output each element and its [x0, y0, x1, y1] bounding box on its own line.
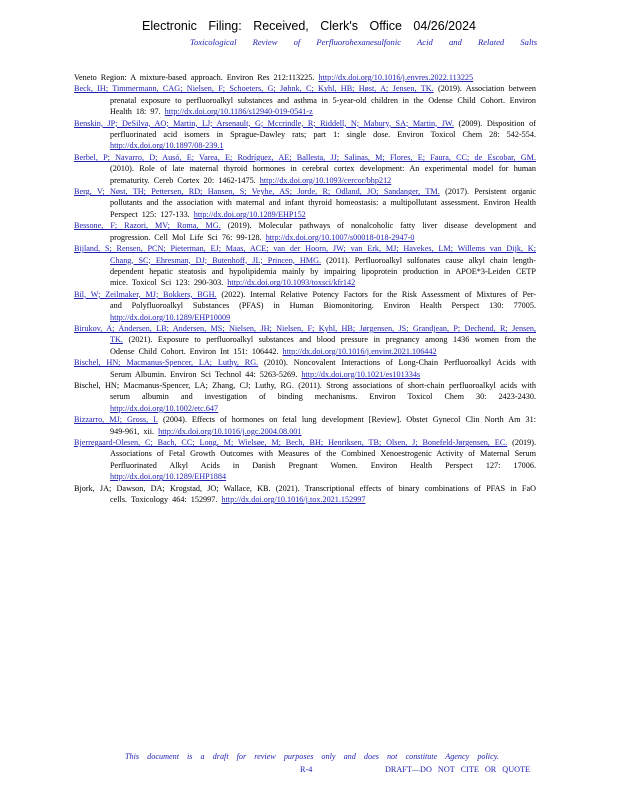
- reference-entry: [74, 118, 536, 152]
- reference-text: Bischel, HN; Macmanus-Spencer, LA; Zhang, CJ; Luthy, RG. (2011). Strong associations of short-chain perfluoroalkyl acids with serum albumin and investigation of binding mechanisms. Environ Toxicol Chem 30: 2423-2430.: [74, 380, 536, 402]
- reference-doi-link[interactable]: http://dx.doi.org/10.1289/EHP10009: [110, 312, 231, 322]
- reference-doi-link[interactable]: http://dx.doi.org/10.1016/j.envres.2022.113225: [318, 73, 474, 82]
- reference-text: (2009). Disposition of perfluorinated acid isomers in Sprague-Dawley rats; part 1: single dose. Environ Toxicol Chem 28: 542-554.: [110, 118, 536, 140]
- reference-text: (2021). Exposure to perfluoroalkyl substances and blood pressure in pregnancy among 1436 women from the Odense Child Cohort. Environ Int 151: 106442.: [110, 335, 536, 356]
- reference-entry: [74, 483, 536, 506]
- reference-doi-link[interactable]: http://dx.doi.org/10.1016/j.ogc.2004.08.001: [158, 426, 302, 436]
- reference-list: [74, 72, 536, 505]
- footer-disclaimer: This document is a draft for review purposes only and does not constitute Agency policy.: [125, 752, 499, 761]
- filing-stamp: Electronic Filing: Received, Clerk's Office 04/26/2024: [142, 19, 476, 33]
- reference-doi-link[interactable]: http://dx.doi.org/10.1093/toxsci/kfr142: [227, 278, 356, 288]
- reference-doi-link[interactable]: http://dx.doi.org/10.1016/j.envint.2021.106442: [282, 346, 437, 356]
- reference-entry: [74, 437, 536, 483]
- reference-text: (2019). Molecular pathways of nonalcoholic fatty liver disease development and progression. Cell Mol Life Sci 76: 99-128.: [110, 221, 536, 242]
- reference-authors[interactable]: Berg, V; Nøst, TH; Pettersen, RD; Hansen, S; Veyhe, AS; Jorde, R; Odland, JO; Sandanger, TM.: [74, 187, 440, 197]
- reference-text: Veneto Region: A mixture-based approach. Environ Res 212:113225.: [74, 73, 315, 82]
- reference-doi-link[interactable]: http://dx.doi.org/10.1897/08-239.1: [110, 141, 224, 151]
- reference-text: (2011). Perfluoroalkyl sulfonates cause alkyl chain length-dependent hepatic steatosis and hypolipidemia mainly by impairing lipoprotein production in APOE*3-Leiden CETP mice. Toxicol Sci 123: 290-303.: [110, 255, 536, 288]
- reference-text: (2019). Associations of Fetal Growth Outcomes with Measures of the Combined Xenoestrogenic Activity of Maternal Serum Perfluorinated Alkyl Acids in Danish Pregnant Women. Environ Health Perspect 127: 17006.: [110, 438, 537, 470]
- reference-text: Bjork, JA; Dawson, DA; Krogstad, JO; Wallace, KB. (2021). Transcriptional effects of binary combinations of PFAS in FaO cells. Toxicology 464: 152997.: [74, 483, 536, 505]
- reference-authors[interactable]: Bjerregaard-Olesen, C; Bach, CC; Long, M; Wielsøe, M; Bech, BH; Henriksen, TB; Olsen, J; Bonefeld-Jørgensen, EC.: [74, 438, 508, 447]
- reference-entry: [74, 220, 536, 243]
- reference-authors[interactable]: Bessone, F; Razori, MV; Roma, MG.: [74, 221, 221, 231]
- reference-doi-link[interactable]: http://dx.doi.org/10.1289/EHP1884: [110, 472, 227, 482]
- reference-authors[interactable]: Birukov, A; Andersen, LB; Andersen, MS; Nielsen, JH; Nielsen, F; Kyhl, HB; Jørgensen, JS; Grandjean, P; Dechend, R; Jensen, TK.: [74, 323, 536, 345]
- reference-authors[interactable]: Bil, W; Zeilmaker, MJ; Bokkers, BGH.: [74, 289, 217, 299]
- reference-doi-link[interactable]: http://dx.doi.org/10.1021/es101334s: [301, 369, 421, 379]
- reference-doi-link[interactable]: http://dx.doi.org/10.1289/EHP152: [193, 209, 306, 219]
- reference-authors[interactable]: Berbel, P; Navarro, D; Ausó, E; Varea, E; Rodríguez, AE; Ballesta, JJ; Salinas, M; Flores, E; Faura, CC; de Escobar, GM.: [74, 152, 536, 162]
- reference-entry: [74, 72, 536, 83]
- reference-text: (2010). Role of late maternal thyroid hormones in cerebral cortex development: An experimental model for human prematurity. Cereb Cortex 20: 1462-1475.: [110, 164, 536, 185]
- reference-doi-link[interactable]: http://dx.doi.org/10.1007/s00018-018-2947-0: [265, 232, 415, 242]
- reference-authors[interactable]: Beck, IH; Timmermann, CAG; Nielsen, F; Schoeters, G; Jøhnk, C; Kyhl, HB; Høst, A; Jensen, TK.: [74, 84, 434, 94]
- reference-entry: [74, 186, 536, 220]
- reference-text: (2010). Noncovalent Interactions of Long-Chain Perfluoroalkyl Acids with Serum Albumin. Environ Sci Technol 44: 5263-5269.: [110, 358, 536, 379]
- draft-notice: DRAFT—DO NOT CITE OR QUOTE: [385, 765, 531, 774]
- reference-authors[interactable]: Bischel, HN; Macmanus-Spencer, LA; Luthy, RG.: [74, 358, 259, 368]
- reference-text: (2004). Effects of hormones on fetal lung development [Review]. Obstet Gynecol Clin North Am 31: 949-961, xii.: [110, 415, 537, 436]
- reference-entry: [74, 357, 536, 380]
- reference-entry: [74, 380, 536, 414]
- reference-doi-link[interactable]: http://dx.doi.org/10.1186/s12940-019-0541-z: [164, 107, 313, 117]
- reference-authors[interactable]: Benskin, JP; DeSilva, AO; Martin, LJ; Arsenault, G; Mccrindle, R; Riddell, N; Mabury, SA; Martin, JW.: [74, 118, 454, 128]
- reference-entry: [74, 152, 536, 186]
- reference-text: (2019). Association between prenatal exposure to perfluoroalkyl substances and asthma in 5-year-old children in the Odense Child Cohort. Environ Health 18: 97.: [110, 84, 537, 117]
- reference-text: (2017). Persistent organic pollutants and the association with maternal and infant thyroid homeostasis: a multipollutant assessment. Environ Health Perspect 125: 127-133.: [110, 187, 536, 219]
- reference-entry: [74, 289, 536, 323]
- reference-entry: [74, 323, 536, 357]
- reference-authors[interactable]: Bijland, S; Rensen, PCN; Pieterman, EJ; Maas, ACE; van der Hoorn, JW; van Erk, MJ; Havekes, LM; Willems van Dijk, K; Chang, SC; Ehresman, DJ; Butenhoff, JL; Princen, HMG.: [74, 244, 536, 265]
- reference-authors[interactable]: Bizzarro, MJ; Gross, I.: [74, 415, 158, 425]
- reference-entry: [74, 414, 536, 437]
- page-number: R-4: [300, 765, 313, 774]
- reference-text: (2022). Internal Relative Potency Factors for the Risk Assessment of Mixtures of Per- and Polyfluoroalkyl Substances (PFAS) in Human Biomonitoring. Environ Health Perspect 130: 77005.: [110, 289, 536, 311]
- reference-entry: [74, 83, 536, 117]
- reference-entry: [74, 243, 536, 289]
- reference-doi-link[interactable]: http://dx.doi.org/10.1093/cercor/bhp212: [259, 175, 392, 185]
- reference-doi-link[interactable]: http://dx.doi.org/10.1002/etc.647: [110, 403, 219, 413]
- reference-doi-link[interactable]: http://dx.doi.org/10.1016/j.tox.2021.152997: [221, 495, 366, 505]
- running-header-title: Toxicological Review of Perfluorohexanesulfonic Acid and Related Salts: [190, 37, 538, 47]
